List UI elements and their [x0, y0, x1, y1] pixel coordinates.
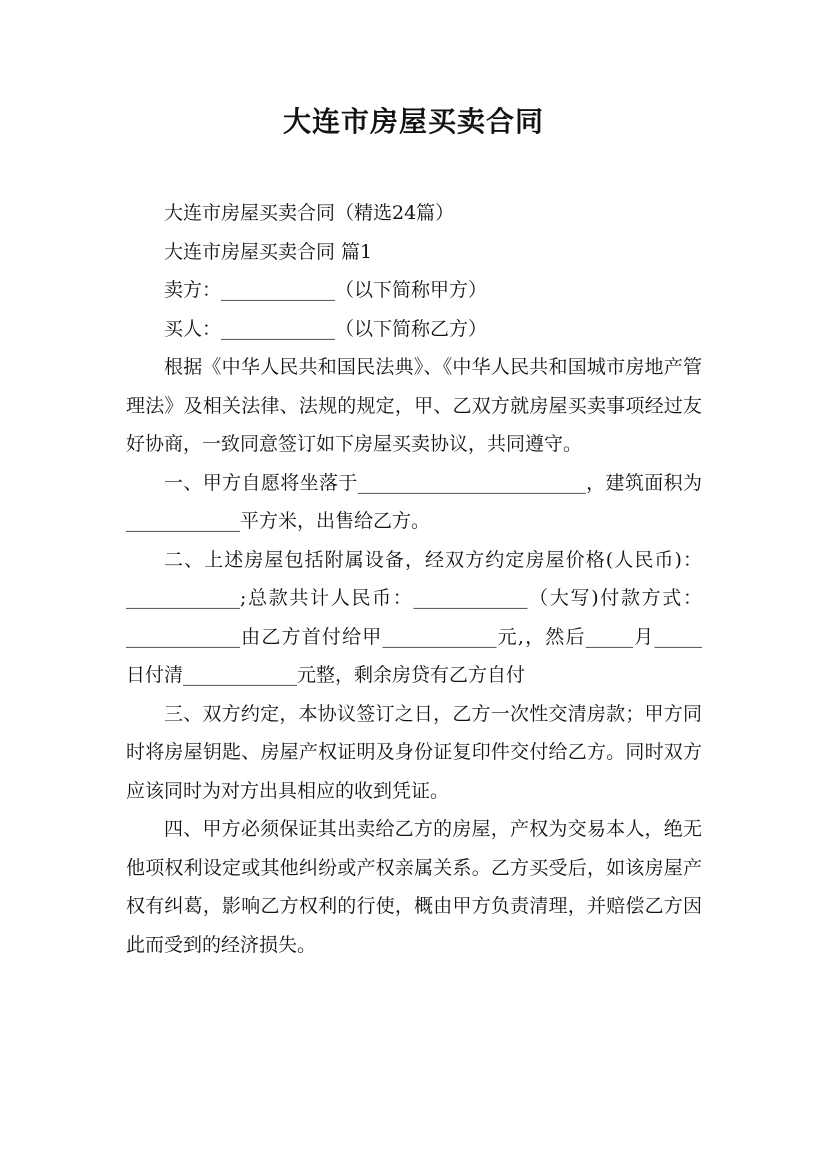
paragraph-section-heading: 大连市房屋买卖合同 篇1	[164, 240, 373, 263]
paragraph-seller: 卖方：____________（以下简称甲方）	[164, 279, 488, 301]
paragraph-clause-2: 二、上述房屋包括附属设备，经双方约定房屋价格(人民币)：____________;总款共计人民币：____________（大写)付款方式：____________由乙方首付给甲____________元,，然后_____月_____日付清____________元整，剩余房贷有乙方自付	[126, 548, 702, 686]
paragraph-clause-1: 一、甲方自愿将坐落于________________________，建筑面积为____________平方米，出售给乙方。	[126, 471, 702, 532]
paragraph-buyer: 买人：____________（以下简称乙方）	[164, 317, 488, 340]
document-body	[126, 194, 702, 964]
paragraph-subtitle: 大连市房屋买卖合同（精选24篇）	[164, 202, 455, 224]
document-title: 大连市房屋买卖合同	[282, 105, 544, 138]
paragraph-preamble: 根据《中华人民共和国民法典》、《中华人民共和国城市房地产管理法》及相关法律、法规的规定，甲、乙双方就房屋买卖事项经过友好协商，一致同意签订如下房屋买卖协议，共同遵守。	[126, 356, 702, 455]
paragraph-clause-4: 四、甲方必须保证其出卖给乙方的房屋，产权为交易本人，绝无他项权利设定或其他纠纷或产权亲属关系。乙方买受后，如该房屋产权有纠葛，影响乙方权利的行使，概由甲方负责清理，并赔偿乙方因此而受到的经济损失。	[126, 818, 702, 956]
paragraph-clause-3: 三、双方约定，本协议签订之日，乙方一次性交清房款；甲方同时将房屋钥匙、房屋产权证明及身份证复印件交付给乙方。同时双方应该同时为对方出具相应的收到凭证。	[126, 702, 702, 802]
